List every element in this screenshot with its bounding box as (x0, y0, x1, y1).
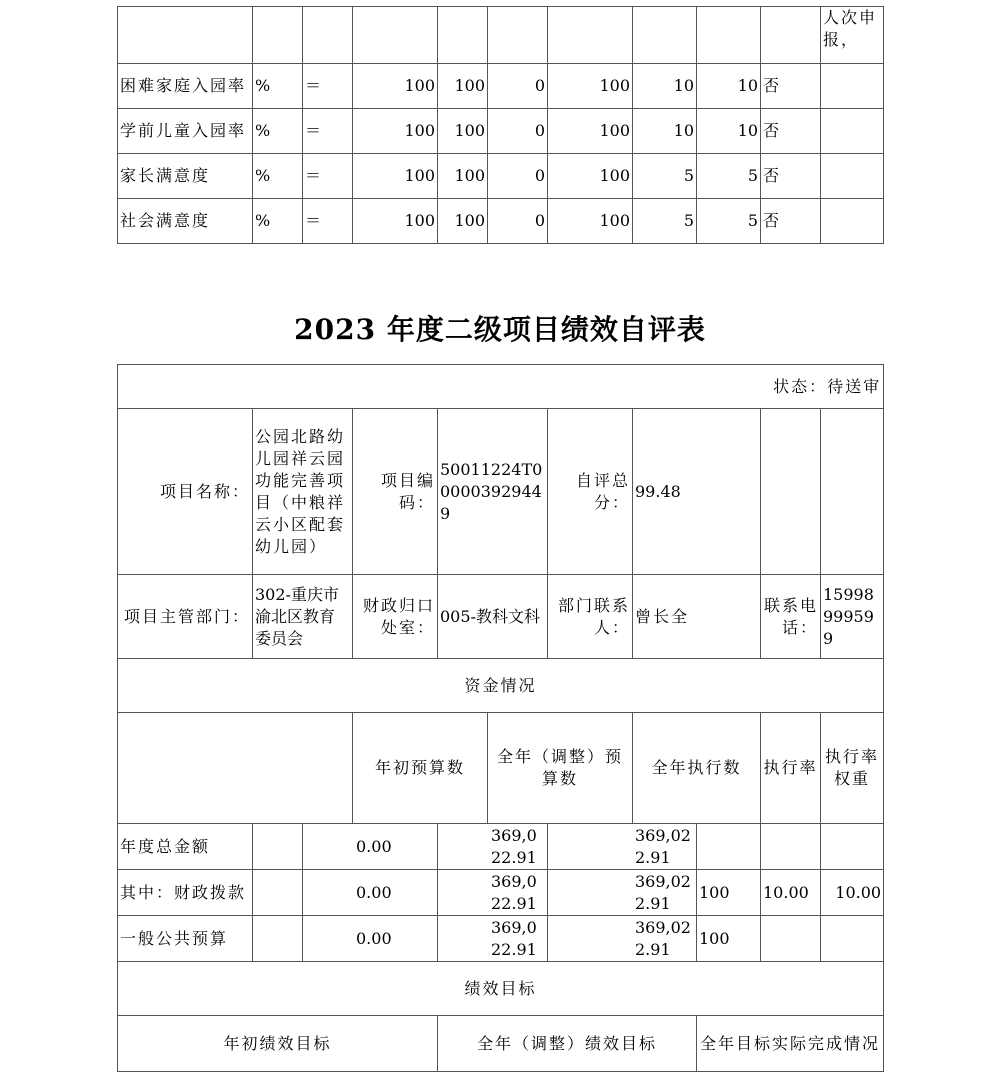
performance-section-title: 绩效目标 (118, 962, 884, 1016)
project-name-row (118, 409, 884, 575)
table-row: 一般公共预算 0.00 369,022.91 369,022.91 100 (118, 916, 884, 962)
self-score-value: 99.48 (633, 409, 761, 575)
performance-section-row (118, 962, 884, 1016)
project-name-label: 项目名称： (118, 409, 253, 575)
department-label: 项目主管部门： (118, 575, 253, 659)
header-note: 人次申报， (821, 7, 884, 64)
table-row: 年度总金额 0.00 369,022.91 369,022.91 (118, 824, 884, 870)
adjusted-goal-header: 全年（调整）绩效目标 (438, 1016, 697, 1072)
department-value: 302-重庆市渝北区教育委员会 (253, 575, 353, 659)
exec-rate-header: 执行率 (761, 713, 821, 824)
contact-value: 曾长全 (633, 575, 761, 659)
table-row: 其中：财政拨款 0.00 369,022.91 369,022.91 100 10.00 10.00 (118, 870, 884, 916)
department-row (118, 575, 884, 659)
table-row: 家长满意度 % ＝ 100 100 0 100 5 5 否 (118, 154, 884, 199)
phone-value: 15998999599 (821, 575, 884, 659)
table-row: 社会满意度 % ＝ 100 100 0 100 5 5 否 (118, 199, 884, 244)
self-score-label: 自评总分： (548, 409, 633, 575)
table-row: 困难家庭入园率 % ＝ 100 100 0 100 10 10 否 (118, 64, 884, 109)
status-badge: 状态：待送审 (118, 365, 884, 409)
actual-completion-header: 全年目标实际完成情况 (697, 1016, 884, 1072)
project-name-value: 公园北路幼儿园祥云园功能完善项目（中粮祥云小区配套幼儿园） (253, 409, 353, 575)
contact-label: 部门联系人： (548, 575, 633, 659)
performance-header-row (118, 1016, 884, 1072)
funds-header-row (118, 713, 884, 824)
executed-header: 全年执行数 (633, 713, 761, 824)
table-row (118, 7, 884, 64)
self-evaluation-table (117, 364, 884, 1072)
status-row (118, 365, 884, 409)
initial-goal-header: 年初绩效目标 (118, 1016, 438, 1072)
project-code-label: 项目编码： (353, 409, 438, 575)
funds-section-title: 资金情况 (118, 659, 884, 713)
exec-weight-header: 执行率权重 (821, 713, 884, 824)
finance-office-label: 财政归口处室： (353, 575, 438, 659)
finance-office-value: 005-教科文科 (438, 575, 548, 659)
adjusted-budget-header: 全年（调整）预算数 (488, 713, 633, 824)
phone-label: 联系电话： (761, 575, 821, 659)
project-code-value: 50011224T000003929449 (438, 409, 548, 575)
page-title: 2023 年度二级项目绩效自评表 (294, 313, 706, 346)
table-row: 学前儿童入园率 % ＝ 100 100 0 100 10 10 否 (118, 109, 884, 154)
initial-budget-header: 年初预算数 (353, 713, 488, 824)
funds-section-row (118, 659, 884, 713)
indicator-table (117, 6, 884, 244)
